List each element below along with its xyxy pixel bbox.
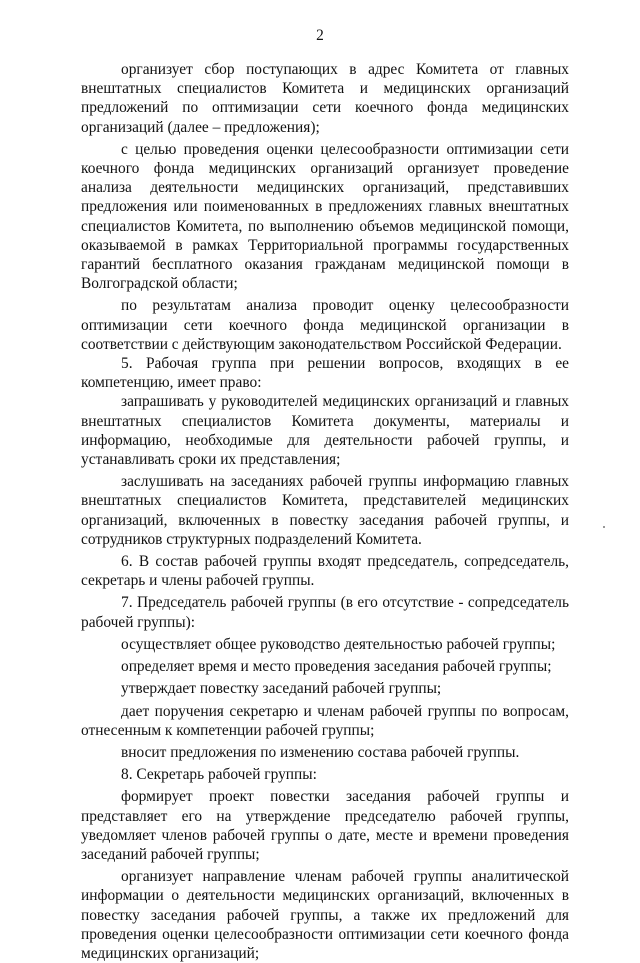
paragraph-send-information: организует направление членам рабочей группы аналитической информации о деятельности медицинских организаций, включенных в повестку заседания рабочей группы, а также их предложений для проведения оценки целесообразности оптимизации сети коечного фонда медицинских организаций; [81, 868, 569, 962]
paragraph-instructions: дает поручения секретарю и членам рабочей группы по вопросам, отнесенным к компетенции рабочей группы; [81, 702, 569, 739]
paragraph-request-documents: запрашивать у руководителей медицинских организаций и главных внештатных специалистов Комитета документы, материалы и информацию, необходимые для деятельности рабочей группы, и устанавливать сроки их представления; [81, 393, 569, 469]
paragraph-form-agenda: формирует проект повестки заседания рабочей группы и представляет его на утверждение председателю рабочей группы, уведомляет членов рабочей группы о дате, месте и времени проведения заседаний рабочей группы; [81, 788, 569, 863]
paragraph-general-management: осуществляет общее руководство деятельностью рабочей группы; [121, 635, 556, 653]
paragraph-time-place: определяет время и место проведения заседания рабочей группы; [121, 658, 552, 676]
paragraph-composition-changes: вносит предложения по изменению состава рабочей группы. [121, 743, 520, 761]
page-number: 2 [316, 27, 324, 44]
paragraph-hear-information: заслушивать на заседаниях рабочей группы информацию главных внештатных специалистов Комитета, представителей медицинских организаций, включенных в повестку заседания рабочей группы, и сотрудников структурных подразделений Комитета. [81, 473, 569, 548]
paragraph-approve-agenda: утверждает повестку заседаний рабочей группы; [121, 680, 442, 698]
paragraph-item-5: 5. Рабочая группа при решении вопросов, входящих в ее компетенцию, имеет право: [81, 355, 569, 392]
document-body [81, 60, 569, 963]
paragraph-collect-proposals: организует сбор поступающих в адрес Комитета от главных внештатных специалистов Комитета и медицинских организаций предложений по оптимизации сети коечного фонда медицинских организаций (далее – предложения); [81, 61, 569, 136]
paragraph-analysis: с целью проведения оценки целесообразности оптимизации сети коечного фонда медицинских организаций организует проведение анализа деятельности медицинских организаций, представивших предложения или поименованных в предложениях главных внештатных специалистов Комитета, по выполнению объемов медицинской помощи, оказываемой в рамках Территориальной программы государственных гарантий бесплатного оказания гражданам медицинской помощи в Волгоградской области; [81, 140, 569, 293]
paragraph-item-7: 7. Председатель рабочей группы (в его отсутствие - сопредседатель рабочей группы): [81, 594, 569, 631]
paragraph-item-6: 6. В состав рабочей группы входят председатель, сопредседатель, секретарь и члены рабочей группы. [81, 553, 569, 590]
paragraph-item-8: 8. Секретарь рабочей группы: [121, 766, 317, 784]
scan-speck [603, 526, 605, 528]
paragraph-assessment: по результатам анализа проводит оценку целесообразности оптимизации сети коечного фонда медицинской организации в соответствии с действующим законодательством Российской Федерации. [81, 297, 569, 353]
